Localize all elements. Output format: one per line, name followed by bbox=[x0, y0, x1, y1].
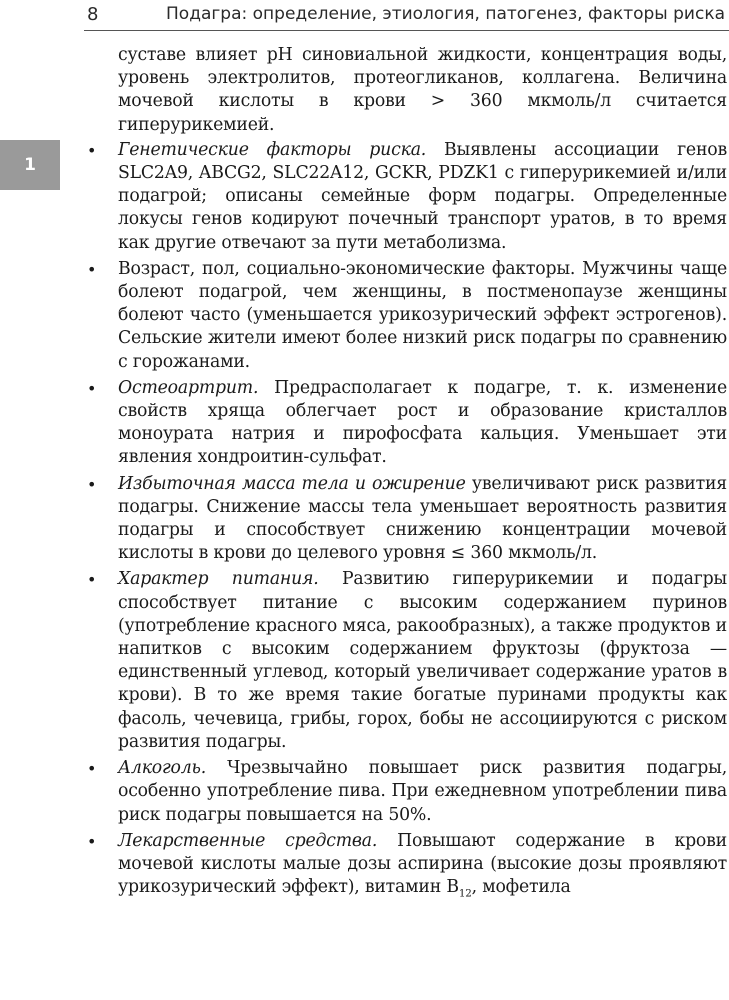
item-lead: Алкоголь. bbox=[118, 758, 207, 779]
item-lead: Характер питания. bbox=[118, 569, 319, 590]
chapter-number: 1 bbox=[24, 155, 36, 175]
item-lead: Остеоартрит. bbox=[118, 377, 259, 398]
list-item bbox=[87, 757, 727, 827]
bullet-icon: • bbox=[87, 759, 97, 779]
list-item bbox=[87, 473, 727, 566]
item-lead: Лекарственные средства. bbox=[118, 830, 378, 851]
item-text: Развитию гиперурикемии и подагры способствует питание с высоким содержанием пуринов (употребление красного мяса, ракообразных), а также продуктов и напитков с высоким содержанием фруктозы (фруктоза — единственный углевод, который увеличивает содержание уратов в крови). В то же время такие богатые пуринами продукты как фасоль, чечевица, грибы, горох, бобы не ассоциируются с риском развития подагры. bbox=[118, 569, 727, 752]
list-item bbox=[87, 568, 727, 754]
list-item bbox=[87, 377, 727, 470]
item-text: Чрезвычайно повышает риск развития подагры, особенно употребление пива. При ежедневном употреблении пива риск подагры повышается на 50%. bbox=[118, 758, 727, 825]
item-text: Возраст, пол, социально-экономические факторы. Мужчины чаще болеют подагрой, чем женщины, в постменопаузе женщины болеют часто (уменьшается урикозурический эффект эстрогенов). Сельские жители имеют более низкий риск подагры по сравнению с горожанами. bbox=[118, 258, 727, 372]
page-header bbox=[0, 0, 729, 36]
item-text: Выявлены ассоциации генов SLC2A9, ABCG2, SLC22A12, GCKR, PDZK1 с гиперурикемией и/или подагрой; описаны семейные форм подагры. Определенные локусы генов кодируют почечный транспорт уратов, в то время как другие отвечают за пути метаболизма. bbox=[118, 139, 728, 253]
item-text: Повышают содержание в крови мочевой кислоты малые дозы аспирина (высокие дозы проявляют урикозурический эффект), витамин B bbox=[118, 830, 727, 898]
item-text: Предрасполагает к подагре, т. к. изменение свойств хряща облегчает рост и образование кристаллов моноурата натрия и пирофосфата кальция. Уменьшает эти явления хондроитин-сульфат. bbox=[118, 377, 727, 468]
running-title: Подагра: определение, этиология, патогенез, факторы риска bbox=[166, 4, 725, 24]
intro-paragraph: суставе влияет pH синовиальной жидкости, концентрация воды, уровень электролитов, протеогликанов, коллагена. Величина мочевой кислоты в крови > 360 мкмоль/л считается гиперурикемией. bbox=[118, 45, 727, 135]
page-body bbox=[87, 44, 728, 902]
list-item bbox=[87, 258, 727, 374]
list-item bbox=[87, 139, 728, 255]
list-item bbox=[87, 830, 727, 900]
item-text: увеличивают риск развития подагры. Снижение массы тела уменьшает вероятность развития подагры и способствует снижению концентрации мочевой кислоты в крови до целевого уровня ≤ 360 мкмоль/л. bbox=[118, 473, 727, 564]
bullet-icon: • bbox=[87, 140, 97, 160]
bullet-icon: • bbox=[87, 570, 97, 590]
bullet-icon: • bbox=[87, 259, 97, 279]
header-rule bbox=[84, 30, 729, 31]
page-number: 8 bbox=[87, 4, 99, 25]
subscript: 12 bbox=[458, 887, 472, 900]
bullet-icon: • bbox=[87, 378, 97, 398]
bullet-icon: • bbox=[87, 831, 97, 851]
item-lead: Генетические факторы риска. bbox=[118, 139, 427, 160]
risk-factor-list bbox=[87, 139, 728, 900]
item-text-tail: , мофетила bbox=[471, 877, 571, 898]
chapter-tab bbox=[0, 140, 60, 190]
item-lead: Избыточная масса тела и ожирение bbox=[118, 473, 466, 494]
bullet-icon: • bbox=[87, 474, 97, 494]
